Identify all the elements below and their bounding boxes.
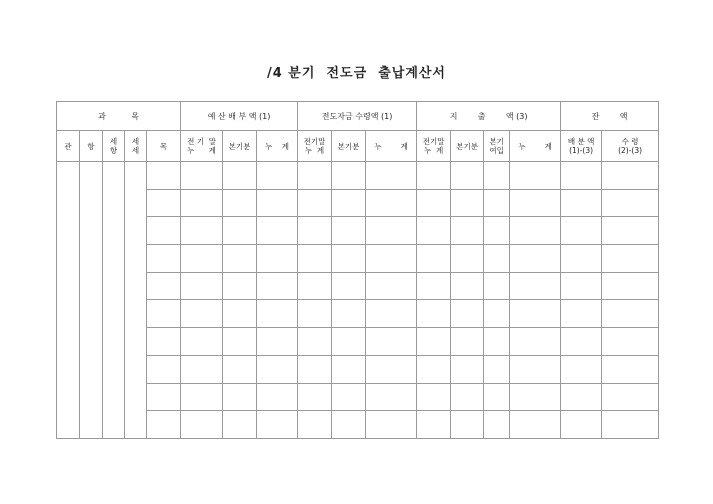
table-cell[interactable]	[484, 272, 510, 300]
table-cell[interactable]	[510, 272, 561, 300]
table-cell[interactable]	[223, 245, 257, 273]
table-cell[interactable]	[417, 300, 451, 328]
table-cell[interactable]	[103, 217, 125, 245]
table-cell[interactable]	[147, 162, 181, 190]
gwan-header: 관	[57, 131, 80, 162]
table-cell[interactable]	[366, 355, 417, 383]
table-cell[interactable]	[147, 272, 181, 300]
sehang-header: 세 항	[103, 131, 125, 162]
table-cell[interactable]	[57, 383, 80, 411]
table-cell[interactable]	[57, 300, 80, 328]
table-cell[interactable]	[484, 245, 510, 273]
table-cell[interactable]	[125, 272, 147, 300]
table-cell[interactable]	[147, 245, 181, 273]
table-cell[interactable]	[257, 162, 298, 190]
table-body	[57, 162, 659, 439]
table-cell[interactable]	[80, 300, 103, 328]
table-cell[interactable]	[80, 162, 103, 190]
table-cell[interactable]	[298, 411, 332, 439]
table-cell[interactable]	[181, 272, 223, 300]
table-cell[interactable]	[451, 300, 484, 328]
table-cell[interactable]	[484, 355, 510, 383]
table-cell[interactable]	[510, 162, 561, 190]
table-cell[interactable]	[103, 355, 125, 383]
table-cell[interactable]	[510, 300, 561, 328]
table-cell[interactable]	[80, 328, 103, 356]
table-cell[interactable]	[181, 245, 223, 273]
table-cell[interactable]	[451, 355, 484, 383]
table-cell[interactable]	[484, 189, 510, 217]
table-cell[interactable]	[332, 272, 366, 300]
table-cell[interactable]	[561, 411, 602, 439]
table-cell[interactable]	[57, 217, 80, 245]
table-cell[interactable]	[57, 162, 80, 190]
table-cell[interactable]	[561, 162, 602, 190]
table-cell[interactable]	[223, 411, 257, 439]
table-cell[interactable]	[484, 411, 510, 439]
table-cell[interactable]	[510, 217, 561, 245]
table-cell[interactable]	[366, 383, 417, 411]
table-cell[interactable]	[602, 383, 659, 411]
table-row	[57, 217, 659, 245]
table-cell[interactable]	[484, 217, 510, 245]
table-cell[interactable]	[561, 383, 602, 411]
table-cell[interactable]	[332, 383, 366, 411]
table-cell[interactable]	[147, 355, 181, 383]
table-row	[57, 189, 659, 217]
table-cell[interactable]	[602, 272, 659, 300]
jichul-total-header: 누 계	[510, 131, 561, 162]
table-row	[57, 411, 659, 439]
table-cell[interactable]	[484, 328, 510, 356]
table-cell[interactable]	[602, 245, 659, 273]
table-row	[57, 355, 659, 383]
table-cell[interactable]	[181, 383, 223, 411]
table-cell[interactable]	[147, 189, 181, 217]
table-cell[interactable]	[223, 189, 257, 217]
table-row	[57, 328, 659, 356]
table-cell[interactable]	[417, 355, 451, 383]
table-cell[interactable]	[223, 272, 257, 300]
mok-header: 목	[147, 131, 181, 162]
jichul-prev-header: 전기말 누 계	[417, 131, 451, 162]
table-cell[interactable]	[510, 328, 561, 356]
jan-received-header: 수 령 (2)-(3)	[602, 131, 659, 162]
table-cell[interactable]	[298, 189, 332, 217]
table-cell[interactable]	[510, 355, 561, 383]
table-cell[interactable]	[602, 300, 659, 328]
table-cell[interactable]	[181, 217, 223, 245]
table-cell[interactable]	[451, 189, 484, 217]
table-cell[interactable]	[561, 355, 602, 383]
jeondo-current-header: 본기분	[332, 131, 366, 162]
table-cell[interactable]	[57, 355, 80, 383]
table-cell[interactable]	[223, 217, 257, 245]
table-cell[interactable]	[125, 162, 147, 190]
table-cell[interactable]	[451, 162, 484, 190]
table-cell[interactable]	[147, 217, 181, 245]
table-row	[57, 300, 659, 328]
yesan-header: 예 산 배 부 액 (1)	[181, 102, 298, 131]
table-row	[57, 383, 659, 411]
table-cell[interactable]	[57, 189, 80, 217]
table-cell[interactable]	[147, 328, 181, 356]
table-cell[interactable]	[561, 245, 602, 273]
table-cell[interactable]	[510, 189, 561, 217]
table-row	[57, 245, 659, 273]
table-cell[interactable]	[417, 162, 451, 190]
jan-header: 잔 액	[561, 102, 659, 131]
table-cell[interactable]	[366, 162, 417, 190]
hang-header: 항	[80, 131, 103, 162]
table-cell[interactable]	[298, 328, 332, 356]
table-cell[interactable]	[103, 328, 125, 356]
table-cell[interactable]	[417, 189, 451, 217]
table-cell[interactable]	[366, 300, 417, 328]
jichul-header: 지 출 액 (3)	[417, 102, 561, 131]
table-cell[interactable]	[451, 328, 484, 356]
table-cell[interactable]	[332, 411, 366, 439]
table-cell[interactable]	[125, 328, 147, 356]
table-cell[interactable]	[257, 328, 298, 356]
table-cell[interactable]	[80, 355, 103, 383]
table-cell[interactable]	[602, 328, 659, 356]
table-cell[interactable]	[103, 383, 125, 411]
table-cell[interactable]	[332, 189, 366, 217]
table-cell[interactable]	[451, 411, 484, 439]
table-cell[interactable]	[417, 217, 451, 245]
table-cell[interactable]	[510, 383, 561, 411]
table-cell[interactable]	[332, 217, 366, 245]
table-cell[interactable]	[332, 328, 366, 356]
table-cell[interactable]	[561, 189, 602, 217]
table-cell[interactable]	[257, 300, 298, 328]
table-cell[interactable]	[223, 355, 257, 383]
table-cell[interactable]	[332, 355, 366, 383]
page-title: /4 분기 전도금 출납계산서	[266, 66, 446, 81]
table-cell[interactable]	[417, 245, 451, 273]
table-cell[interactable]	[561, 300, 602, 328]
table-cell[interactable]	[125, 217, 147, 245]
table-cell[interactable]	[147, 411, 181, 439]
table-cell[interactable]	[181, 162, 223, 190]
kwamok-header: 과 목	[57, 102, 181, 131]
table-cell[interactable]	[125, 245, 147, 273]
table-cell[interactable]	[257, 217, 298, 245]
table-cell[interactable]	[223, 300, 257, 328]
header-row-1	[57, 102, 659, 131]
table-cell[interactable]	[223, 383, 257, 411]
table-cell[interactable]	[366, 328, 417, 356]
table-cell[interactable]	[602, 217, 659, 245]
table-cell[interactable]	[561, 328, 602, 356]
table-cell[interactable]	[417, 272, 451, 300]
table-cell[interactable]	[332, 162, 366, 190]
table-cell[interactable]	[602, 189, 659, 217]
table-cell[interactable]	[125, 355, 147, 383]
table-cell[interactable]	[366, 272, 417, 300]
table-cell[interactable]	[223, 162, 257, 190]
jichul-refund-header: 본기 여입	[484, 131, 510, 162]
table-cell[interactable]	[510, 245, 561, 273]
table-cell[interactable]	[57, 411, 80, 439]
table-cell[interactable]	[125, 189, 147, 217]
table-cell[interactable]	[602, 162, 659, 190]
table-row	[57, 272, 659, 300]
table-cell[interactable]	[80, 411, 103, 439]
jeondo-header: 전도자금 수령액 (1)	[298, 102, 417, 131]
table-cell[interactable]	[257, 245, 298, 273]
table-cell[interactable]	[298, 355, 332, 383]
table-cell[interactable]	[103, 245, 125, 273]
table-cell[interactable]	[417, 383, 451, 411]
table-cell[interactable]	[298, 245, 332, 273]
sese-header: 세 세	[125, 131, 147, 162]
table-cell[interactable]	[103, 272, 125, 300]
table-cell[interactable]	[181, 189, 223, 217]
table-cell[interactable]	[484, 300, 510, 328]
table-cell[interactable]	[332, 300, 366, 328]
table-cell[interactable]	[451, 217, 484, 245]
table-cell[interactable]	[417, 411, 451, 439]
table-cell[interactable]	[125, 383, 147, 411]
table-cell[interactable]	[125, 411, 147, 439]
yesan-total-header: 누 계	[257, 131, 298, 162]
table-cell[interactable]	[298, 217, 332, 245]
table-cell[interactable]	[57, 272, 80, 300]
table-cell[interactable]	[80, 245, 103, 273]
table-cell[interactable]	[602, 355, 659, 383]
table-cell[interactable]	[80, 272, 103, 300]
table-cell[interactable]	[257, 411, 298, 439]
table-cell[interactable]	[181, 300, 223, 328]
table-cell[interactable]	[298, 272, 332, 300]
table-cell[interactable]	[451, 383, 484, 411]
table-cell[interactable]	[181, 328, 223, 356]
table-cell[interactable]	[181, 355, 223, 383]
table-cell[interactable]	[332, 245, 366, 273]
table-cell[interactable]	[561, 217, 602, 245]
table-cell[interactable]	[451, 245, 484, 273]
table-cell[interactable]	[366, 217, 417, 245]
table-cell[interactable]	[57, 245, 80, 273]
table-cell[interactable]	[257, 355, 298, 383]
table-cell[interactable]	[181, 411, 223, 439]
table-cell[interactable]	[257, 272, 298, 300]
jan-alloc-header: 배 분 액 (1)-(3)	[561, 131, 602, 162]
table-cell[interactable]	[80, 383, 103, 411]
yesan-prev-header: 전 기 말 누 계	[181, 131, 223, 162]
table-cell[interactable]	[147, 300, 181, 328]
table-cell[interactable]	[103, 189, 125, 217]
table-cell[interactable]	[451, 272, 484, 300]
table-cell[interactable]	[366, 189, 417, 217]
table-cell[interactable]	[366, 245, 417, 273]
table-cell[interactable]	[510, 411, 561, 439]
table-cell[interactable]	[147, 383, 181, 411]
table-cell[interactable]	[298, 383, 332, 411]
table-cell[interactable]	[103, 300, 125, 328]
header-row-2	[57, 131, 659, 162]
table-cell[interactable]	[298, 162, 332, 190]
table-cell[interactable]	[223, 328, 257, 356]
jeondo-total-header: 누 계	[366, 131, 417, 162]
table-row	[57, 162, 659, 190]
table-cell[interactable]	[103, 162, 125, 190]
table-cell[interactable]	[366, 411, 417, 439]
jichul-current-header: 본기분	[451, 131, 484, 162]
yesan-current-header: 본기분	[223, 131, 257, 162]
table-cell[interactable]	[484, 162, 510, 190]
table-cell[interactable]	[484, 383, 510, 411]
table-cell[interactable]	[561, 272, 602, 300]
table-cell[interactable]	[298, 300, 332, 328]
jeondo-prev-header: 전기말 누 계	[298, 131, 332, 162]
table-cell[interactable]	[57, 328, 80, 356]
table-cell[interactable]	[417, 328, 451, 356]
table-cell[interactable]	[103, 411, 125, 439]
table-cell[interactable]	[80, 217, 103, 245]
table-cell[interactable]	[125, 300, 147, 328]
cash-account-table	[56, 101, 659, 439]
table-cell[interactable]	[602, 411, 659, 439]
table-cell[interactable]	[257, 383, 298, 411]
table-cell[interactable]	[80, 189, 103, 217]
table-cell[interactable]	[257, 189, 298, 217]
